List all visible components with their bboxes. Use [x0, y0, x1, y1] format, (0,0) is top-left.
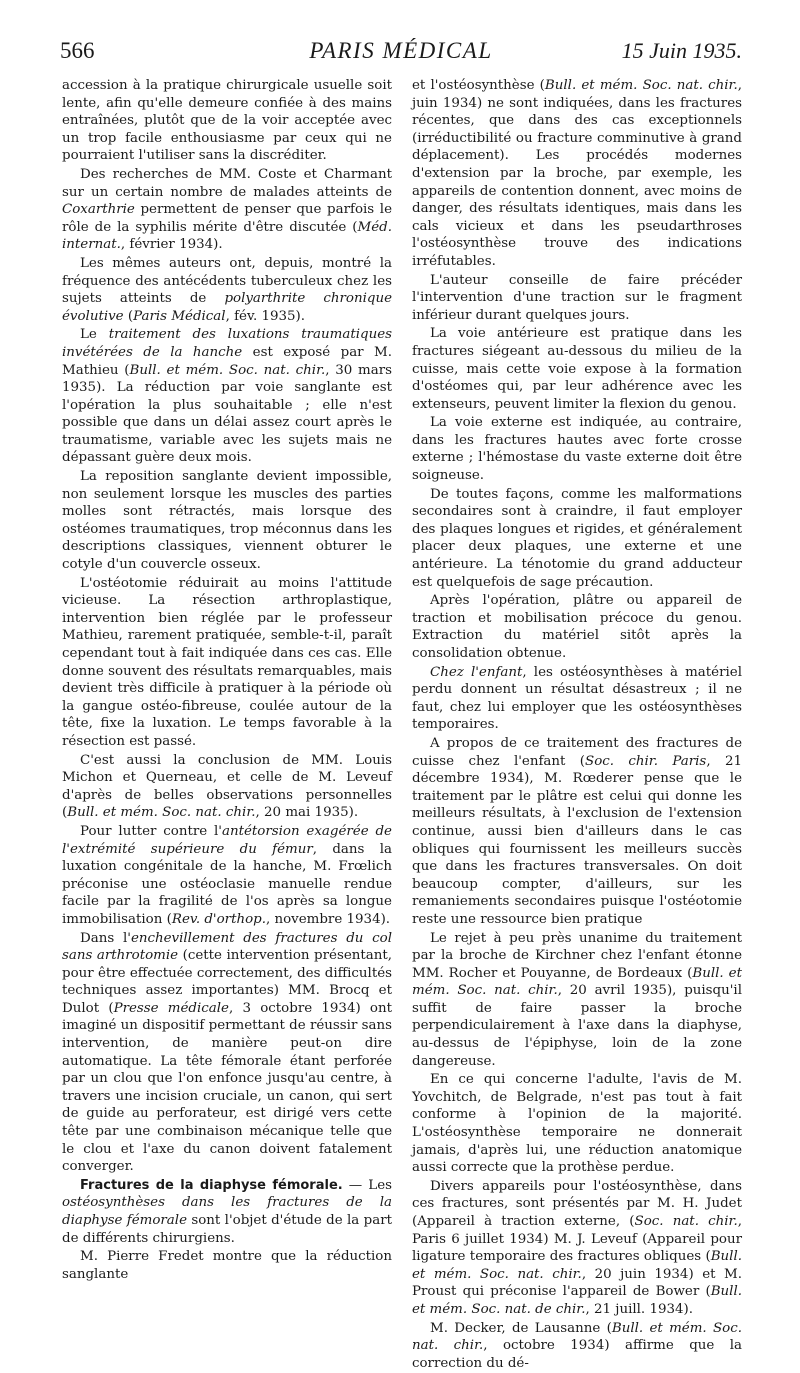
running-header [60, 34, 742, 70]
paragraph: De toutes façons, comme les malformations secondaires sont à craindre, il faut employer des plaques longues et rigides, et généralement placer deux plaques, une externe et une antérieure. La ténotomie du grand adducteur est quelquefois de sage précaution. [412, 486, 742, 590]
paragraph: Dans l'enchevillement des fractures du col sans arthrotomie (cette intervention présentant, pour être effectuée correctement, des difficultés techniques assez importantes) MM. Brocq et Dulot (Presse médicale, 3 octobre 1934) ont imaginé un dispositif permettant de réussir sans intervention, de manière peut-on dire automatique. La tête fémorale étant perforée par un clou que l'on enfonce jusqu'au centre, à travers une incision cruciale, un canon, qui sert de guide au perforateur, est dirigé vers cette tête par une combinaison mécanique telle que le clou et l'axe du canon doivent fatalement converger. [62, 930, 393, 1175]
section-heading: Fractures de la diaphyse fémorale. [80, 1177, 343, 1193]
paragraph: Chez l'enfant, les ostéosynthèses à matériel perdu donnent un résultat désastreux ; il ne faut, chez lui employer que les ostéosynthèses temporaires. [412, 664, 742, 733]
paragraph: et l'ostéosynthèse (Bull. et mém. Soc. nat. chir., juin 1934) ne sont indiquées, dans les fractures récentes, que dans des cas exceptionnels (irréductibilité ou fracture comminutive à grand déplacement). Les procédés modernes d'extension par la broche, par exemple, les appareils de contention donnent, avec moins de danger, des résultats identiques, mais dans les cals vicieux et dans les pseudarthroses l'ostéosynthèse trouve des indications irréfutables. [412, 78, 742, 269]
section-paragraph: Fractures de la diaphyse fémorale. — Les ostéosynthèses dans les fractures de la diaphyse fémorale sont l'objet d'étude de la part de différents chirurgiens. [62, 1177, 392, 1246]
issue-date: 15 Juin 1935. [621, 38, 742, 63]
paragraph: En ce qui concerne l'adulte, l'avis de M. Yovchitch, de Belgrade, n'est pas tout à fait conforme à l'opinion de la majorité. L'ostéosynthèse temporaire ne donnerait jamais, d'après lui, une réduction anatomique aussi correcte que la prothèse perdue. [412, 1072, 742, 1176]
paragraph: M. Decker, de Lausanne (Bull. et mém. Soc. nat. chir., octobre 1934) affirme que la correction du dé- [412, 1320, 743, 1371]
right-column [412, 77, 742, 1373]
paragraph: C'est aussi la conclusion de MM. Louis Michon et Querneau, et celle de M. Leveuf d'après de belles observations personnelles (Bull. et mém. Soc. nat. chir., 20 mai 1935). [62, 752, 392, 821]
paragraph: L'auteur conseille de faire précéder l'intervention d'une traction sur le fragment inférieur durant quelques jours. [412, 272, 742, 323]
paragraph: Le traitement des luxations traumatiques invétérées de la hanche est exposé par M. Mathieu (Bull. et mém. Soc. nat. chir., 30 mars 1935). La réduction par voie sanglante est l'opération la plus souhaitable ; elle n'est possible que dans un délai assez court après le traumatisme, variable avec les sujets mais ne dépassant guère deux mois. [62, 327, 393, 466]
paragraph: Le rejet à peu près unanime du traitement par la broche de Kirchner chez l'enfant étonne MM. Rocher et Pouyanne, de Bordeaux (Bull. et mém. Soc. nat. chir., 20 avril 1935), puisqu'il suffit de faire passer la broche perpendiculairement à l'axe dans la diaphyse, au-dessus de l'épiphyse, loin de la zone dangereuse. [412, 930, 742, 1069]
paragraph: accession à la pratique chirurgicale usuelle soit lente, afin qu'elle demeure confiée à des mains entraînées, plutôt que de la voir acceptée avec un trop facile enthousiasme par ceux qui ne pourraient l'utiliser sans la discréditer. [62, 78, 392, 164]
paragraph: Divers appareils pour l'ostéosynthèse, dans ces fractures, sont présentés par M. H. Judet (Appareil à traction externe, (Soc. nat. chir., Paris 6 juillet 1934) M. J. Leveuf (Appareil pour ligature temporaire des fractures obliques (Bull. et mém. Soc. nat. chir., 20 juin 1934) et M. Proust qui préconise l'appareil de Bower (Bull. et mém. Soc. nat. de chir., 21 juill. 1934). [412, 1178, 743, 1317]
paragraph: La voie antérieure est pratique dans les fractures siégeant au-dessous du milieu de la cuisse, mais cette voie expose à la formation d'ostéomes qui, par leur adhérence avec les extenseurs, peuvent limiter la flexion du genou. [412, 326, 742, 412]
paragraph: Pour lutter contre l'antétorsion exagérée de l'extrémité supérieure du fémur, dans la luxation congénitale de la hanche, M. Frœlich préconise une ostéoclasie manuelle rendue facile par la fragilité de l'os après sa longue immobilisation (Rev. d'orthop., novembre 1934). [62, 823, 392, 927]
paragraph: M. Pierre Fredet montre que la réduction sanglante [62, 1249, 392, 1282]
paragraph: Des recherches de MM. Coste et Charmant sur un certain nombre de malades atteints de Coxarthrie permettent de penser que parfois le rôle de la syphilis mérite d'être discutée (Méd. internat., février 1934). [62, 166, 392, 253]
paragraph: A propos de ce traitement des fractures de cuisse chez l'enfant (Soc. chir. Paris, 21 décembre 1934), M. Rœderer pense que le traitement par le plâtre est celui qui donne les meilleurs résultats, à l'exclusion de l'extension continue, aussi bien d'ailleurs dans le cas obliques qui fournissent les meilleurs succès que dans les fractures transversales. On doit beaucoup compter, d'ailleurs, sur les remaniements secondaires puisque l'ostéotomie reste une ressource bien pratique [412, 735, 742, 927]
paragraph: La voie externe est indiquée, au contraire, dans les fractures hautes avec forte crosse externe ; l'hémostase du vaste externe doit être soigneuse. [412, 415, 742, 484]
paragraph: Les mêmes auteurs ont, depuis, montré la fréquence des antécédents tuberculeux chez les sujets atteints de polyarthrite chronique évolutive (Paris Médical, fév. 1935). [62, 255, 393, 324]
page-number: 566 [60, 38, 95, 63]
paragraph: Après l'opération, plâtre ou appareil de traction et mobilisation précoce du genou. Extraction du matériel sitôt après la consolidation obtenue. [412, 593, 742, 661]
left-column [62, 77, 392, 1284]
paragraph: L'ostéotomie réduirait au moins l'attitude vicieuse. La résection arthroplastique, intervention bien réglée par le professeur Mathieu, rarement pratiquée, semble-t-il, paraît cependant tout à fait indiquée dans ces cas. Elle donne souvent des résultats remarquables, mais devient très difficile à pratiquer à la période où la gangue ostéo-fibreuse, coulée autour de la tête, fixe la luxation. Le temps favorable à la résection est passé. [62, 575, 392, 749]
journal-title: PARIS MÉDICAL [309, 38, 493, 63]
paragraph: La reposition sanglante devient impossible, non seulement lorsque les muscles des parties molles sont rétractés, mais lorsque des ostéomes traumatiques, trop méconnus dans les descriptions classiques, viennent obturer le cotyle d'un couvercle osseux. [62, 469, 392, 573]
